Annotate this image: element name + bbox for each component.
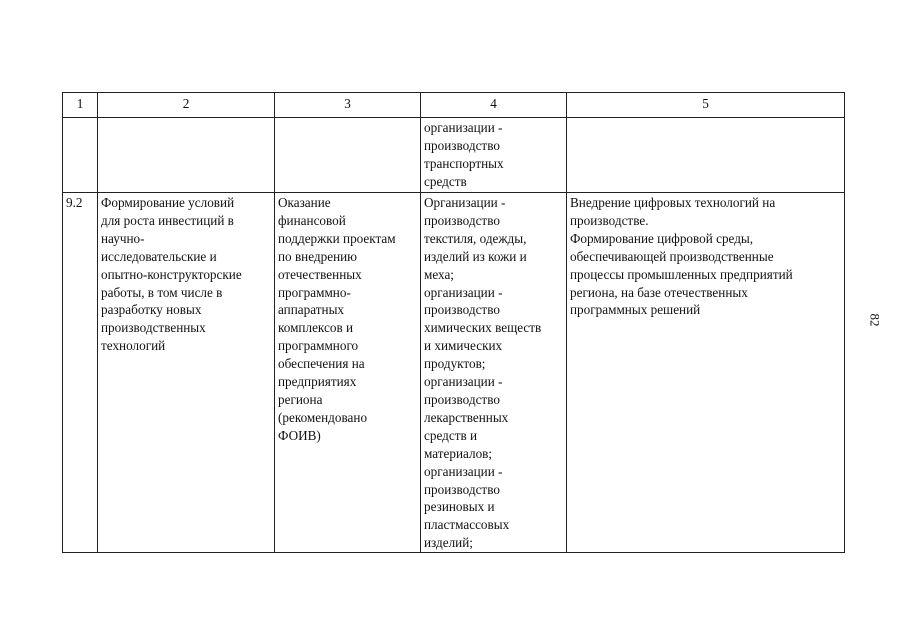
cell-text-line: Формирование цифровой среды, xyxy=(570,230,754,246)
cell-text-line: разработку новых xyxy=(101,302,202,318)
table-cell xyxy=(275,193,421,553)
table-cell xyxy=(421,118,567,193)
cell-text-line: производстве. xyxy=(570,212,649,228)
column-header: 1 xyxy=(63,93,98,118)
page-number: 82 xyxy=(867,313,883,327)
cell-text-line: поддержки проектам xyxy=(278,230,396,246)
cell-text-line: Оказание xyxy=(278,195,331,210)
cell-text-line: по внедрению xyxy=(278,248,358,264)
table-row xyxy=(63,118,845,193)
cell-text-line: изделий; xyxy=(424,535,473,551)
cell-text-line: резиновых и xyxy=(424,499,495,515)
cell-text-line: программных решений xyxy=(570,302,701,318)
table-cell xyxy=(421,193,567,553)
cell-text-line: технологий xyxy=(101,338,166,354)
cell-text-line: комплексов и xyxy=(278,320,354,336)
column-header: 5 xyxy=(567,93,845,118)
cell-text-line: региона xyxy=(278,391,323,407)
cell-text-line: программного xyxy=(278,338,359,354)
cell-text-line: опытно-конструкторские xyxy=(101,266,242,282)
column-header: 3 xyxy=(275,93,421,118)
cell-text-line: химических веществ xyxy=(424,320,542,336)
cell-text-line: 9.2 xyxy=(66,195,83,210)
cell-text-line: текстиля, одежды, xyxy=(424,230,527,246)
cell-text-line: финансовой xyxy=(278,212,346,228)
column-header: 2 xyxy=(98,93,275,118)
cell-text-line: производство xyxy=(424,481,500,497)
cell-text-line: и химических xyxy=(424,338,503,354)
cell-text-line: региона, на базе отечественных xyxy=(570,284,748,300)
cell-text-line: производство xyxy=(424,391,500,407)
cell-text-line: аппаратных xyxy=(278,302,345,318)
cell-text-line: транспортных xyxy=(424,155,504,171)
cell-text-line: научно- xyxy=(101,230,145,246)
cell-text-line: организации - xyxy=(424,374,503,390)
cell-text-line: средств и xyxy=(424,427,478,443)
cell-text-line: продуктов; xyxy=(424,356,486,372)
table-cell xyxy=(98,118,275,193)
table-cell xyxy=(63,118,98,193)
cell-text-line: процессы промышленных предприятий xyxy=(570,266,793,282)
cell-text-line: предприятиях xyxy=(278,374,357,390)
row-number-cell xyxy=(63,193,98,553)
table-cell xyxy=(567,193,845,553)
table-row xyxy=(63,193,845,553)
cell-text-line: Организации - xyxy=(424,195,506,210)
column-header: 4 xyxy=(421,93,567,118)
cell-text-line: лекарственных xyxy=(424,409,509,425)
cell-text-line: (рекомендовано xyxy=(278,409,368,425)
cell-text-line: исследовательские и xyxy=(101,248,217,264)
cell-text-line: Формирование условий xyxy=(101,195,235,210)
cell-text-line: изделий из кожи и xyxy=(424,248,527,264)
cell-text-line: для роста инвестиций в xyxy=(101,212,234,228)
cell-text-line: материалов; xyxy=(424,445,493,461)
table-cell xyxy=(567,118,845,193)
cell-text-line: средств xyxy=(424,173,467,189)
cell-text-line: программно- xyxy=(278,284,351,300)
cell-text-line: производство xyxy=(424,302,500,318)
cell-text-line: производство xyxy=(424,137,500,153)
table-header-row xyxy=(63,93,845,118)
table-cell xyxy=(275,118,421,193)
measures-table xyxy=(62,92,845,553)
cell-text-line: отечественных xyxy=(278,266,362,282)
cell-text-line: меха; xyxy=(424,266,454,282)
cell-text-line: организации - xyxy=(424,284,503,300)
cell-text-line: организации - xyxy=(424,120,503,135)
cell-text-line: работы, в том числе в xyxy=(101,284,223,300)
cell-text-line: пластмассовых xyxy=(424,517,510,533)
cell-text-line: Внедрение цифровых технологий на xyxy=(570,195,776,210)
cell-text-line: организации - xyxy=(424,463,503,479)
table-cell xyxy=(98,193,275,553)
cell-text-line: обеспечивающей производственные xyxy=(570,248,774,264)
cell-text-line: обеспечения на xyxy=(278,356,365,372)
cell-text-line: производство xyxy=(424,212,500,228)
cell-text-line: ФОИВ) xyxy=(278,427,321,443)
cell-text-line: производственных xyxy=(101,320,206,336)
